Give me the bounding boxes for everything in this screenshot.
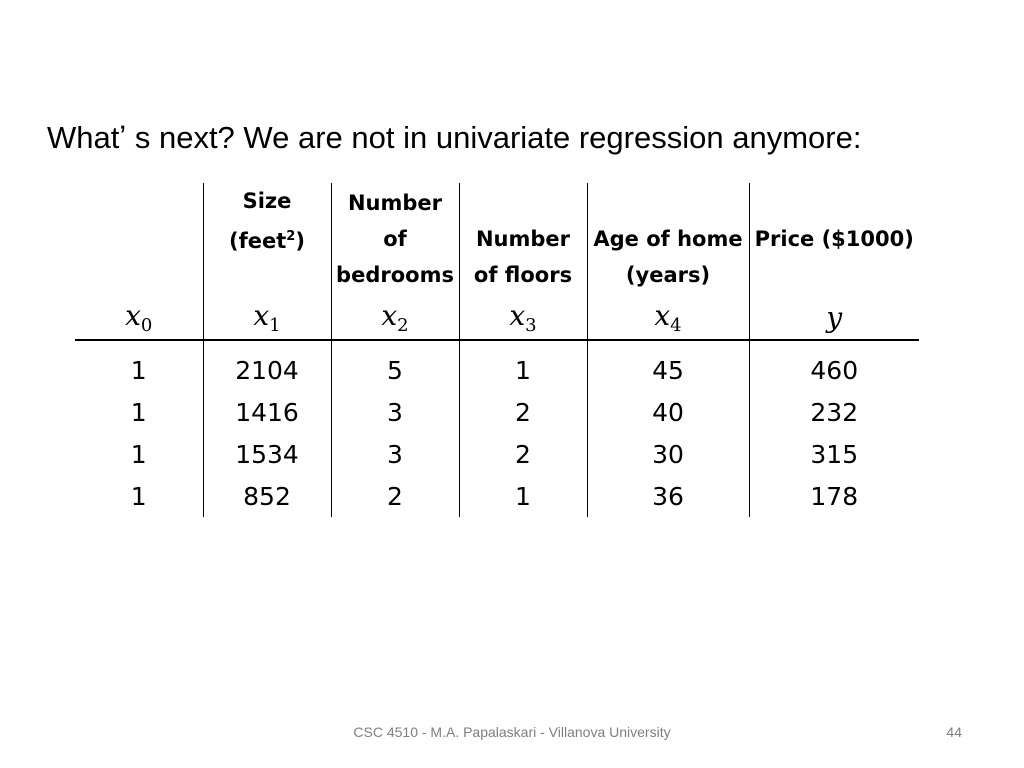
var-x1: $x_1$ bbox=[203, 295, 331, 340]
header-floors-line2: of floors bbox=[473, 263, 573, 287]
housing-data-table bbox=[75, 183, 919, 517]
header-cell-floors bbox=[459, 183, 587, 295]
table-cell: 1 bbox=[75, 433, 203, 475]
table-cell: 1 bbox=[75, 391, 203, 433]
table-cell: 1416 bbox=[203, 391, 331, 433]
table-cell: 1 bbox=[459, 340, 587, 391]
table-row bbox=[75, 433, 919, 475]
header-row bbox=[75, 183, 919, 295]
table-cell: 1534 bbox=[203, 433, 331, 475]
table-cell: 40 bbox=[587, 391, 749, 433]
table-row bbox=[75, 475, 919, 517]
header-size-line1: Size bbox=[242, 189, 292, 213]
table-cell: 1 bbox=[75, 340, 203, 391]
header-size-line2: (feet$^2$) bbox=[229, 229, 305, 253]
table-cell: 2 bbox=[459, 433, 587, 475]
table-cell: 3 bbox=[331, 391, 459, 433]
table-cell: 232 bbox=[810, 397, 859, 427]
header-bedrooms-line1: Number bbox=[347, 191, 443, 215]
header-age-line1: Age of home bbox=[593, 227, 743, 251]
var-x0: $x_0$ bbox=[75, 295, 203, 340]
header-cell-price bbox=[749, 183, 919, 295]
table-cell: 2 bbox=[331, 475, 459, 517]
header-price-line1: Price ($1000) bbox=[754, 227, 914, 251]
table-cell: 45 bbox=[587, 340, 749, 391]
variable-row bbox=[75, 295, 919, 340]
table-cell: 178 bbox=[810, 481, 859, 511]
table-cell: 315 bbox=[810, 439, 859, 469]
header-cell-x0 bbox=[75, 183, 203, 295]
var-x2: $x_2$ bbox=[331, 295, 459, 340]
slide-footer: CSC 4510 - M.A. Papalaskari - Villanova University bbox=[353, 724, 671, 740]
table-cell: 2104 bbox=[203, 340, 331, 391]
table-row bbox=[75, 340, 919, 391]
header-bedrooms-line3: bedrooms bbox=[336, 263, 454, 287]
table-cell: 1 bbox=[75, 475, 203, 517]
header-bedrooms-line2: of bbox=[383, 227, 407, 251]
var-y: y bbox=[749, 295, 919, 340]
header-cell-age bbox=[587, 183, 749, 295]
var-x3: $x_3$ bbox=[459, 295, 587, 340]
var-x4: $x_4$ bbox=[587, 295, 749, 340]
header-cell-size bbox=[203, 183, 331, 295]
table-cell: 852 bbox=[203, 475, 331, 517]
page-number: 44 bbox=[946, 724, 962, 740]
header-floors-line1: Number bbox=[475, 227, 571, 251]
header-age-line2: (years) bbox=[625, 263, 711, 287]
table-cell: 1 bbox=[459, 475, 587, 517]
header-cell-bedrooms bbox=[331, 183, 459, 295]
table-cell: 3 bbox=[331, 433, 459, 475]
slide-heading: Whatʼ s next? We are not in univariate regression anymore: bbox=[47, 120, 862, 155]
table-cell: 5 bbox=[331, 340, 459, 391]
table-row bbox=[75, 391, 919, 433]
table-cell: 2 bbox=[459, 391, 587, 433]
table-cell: 460 bbox=[810, 355, 859, 385]
table-cell: 36 bbox=[587, 475, 749, 517]
table-cell: 30 bbox=[587, 433, 749, 475]
